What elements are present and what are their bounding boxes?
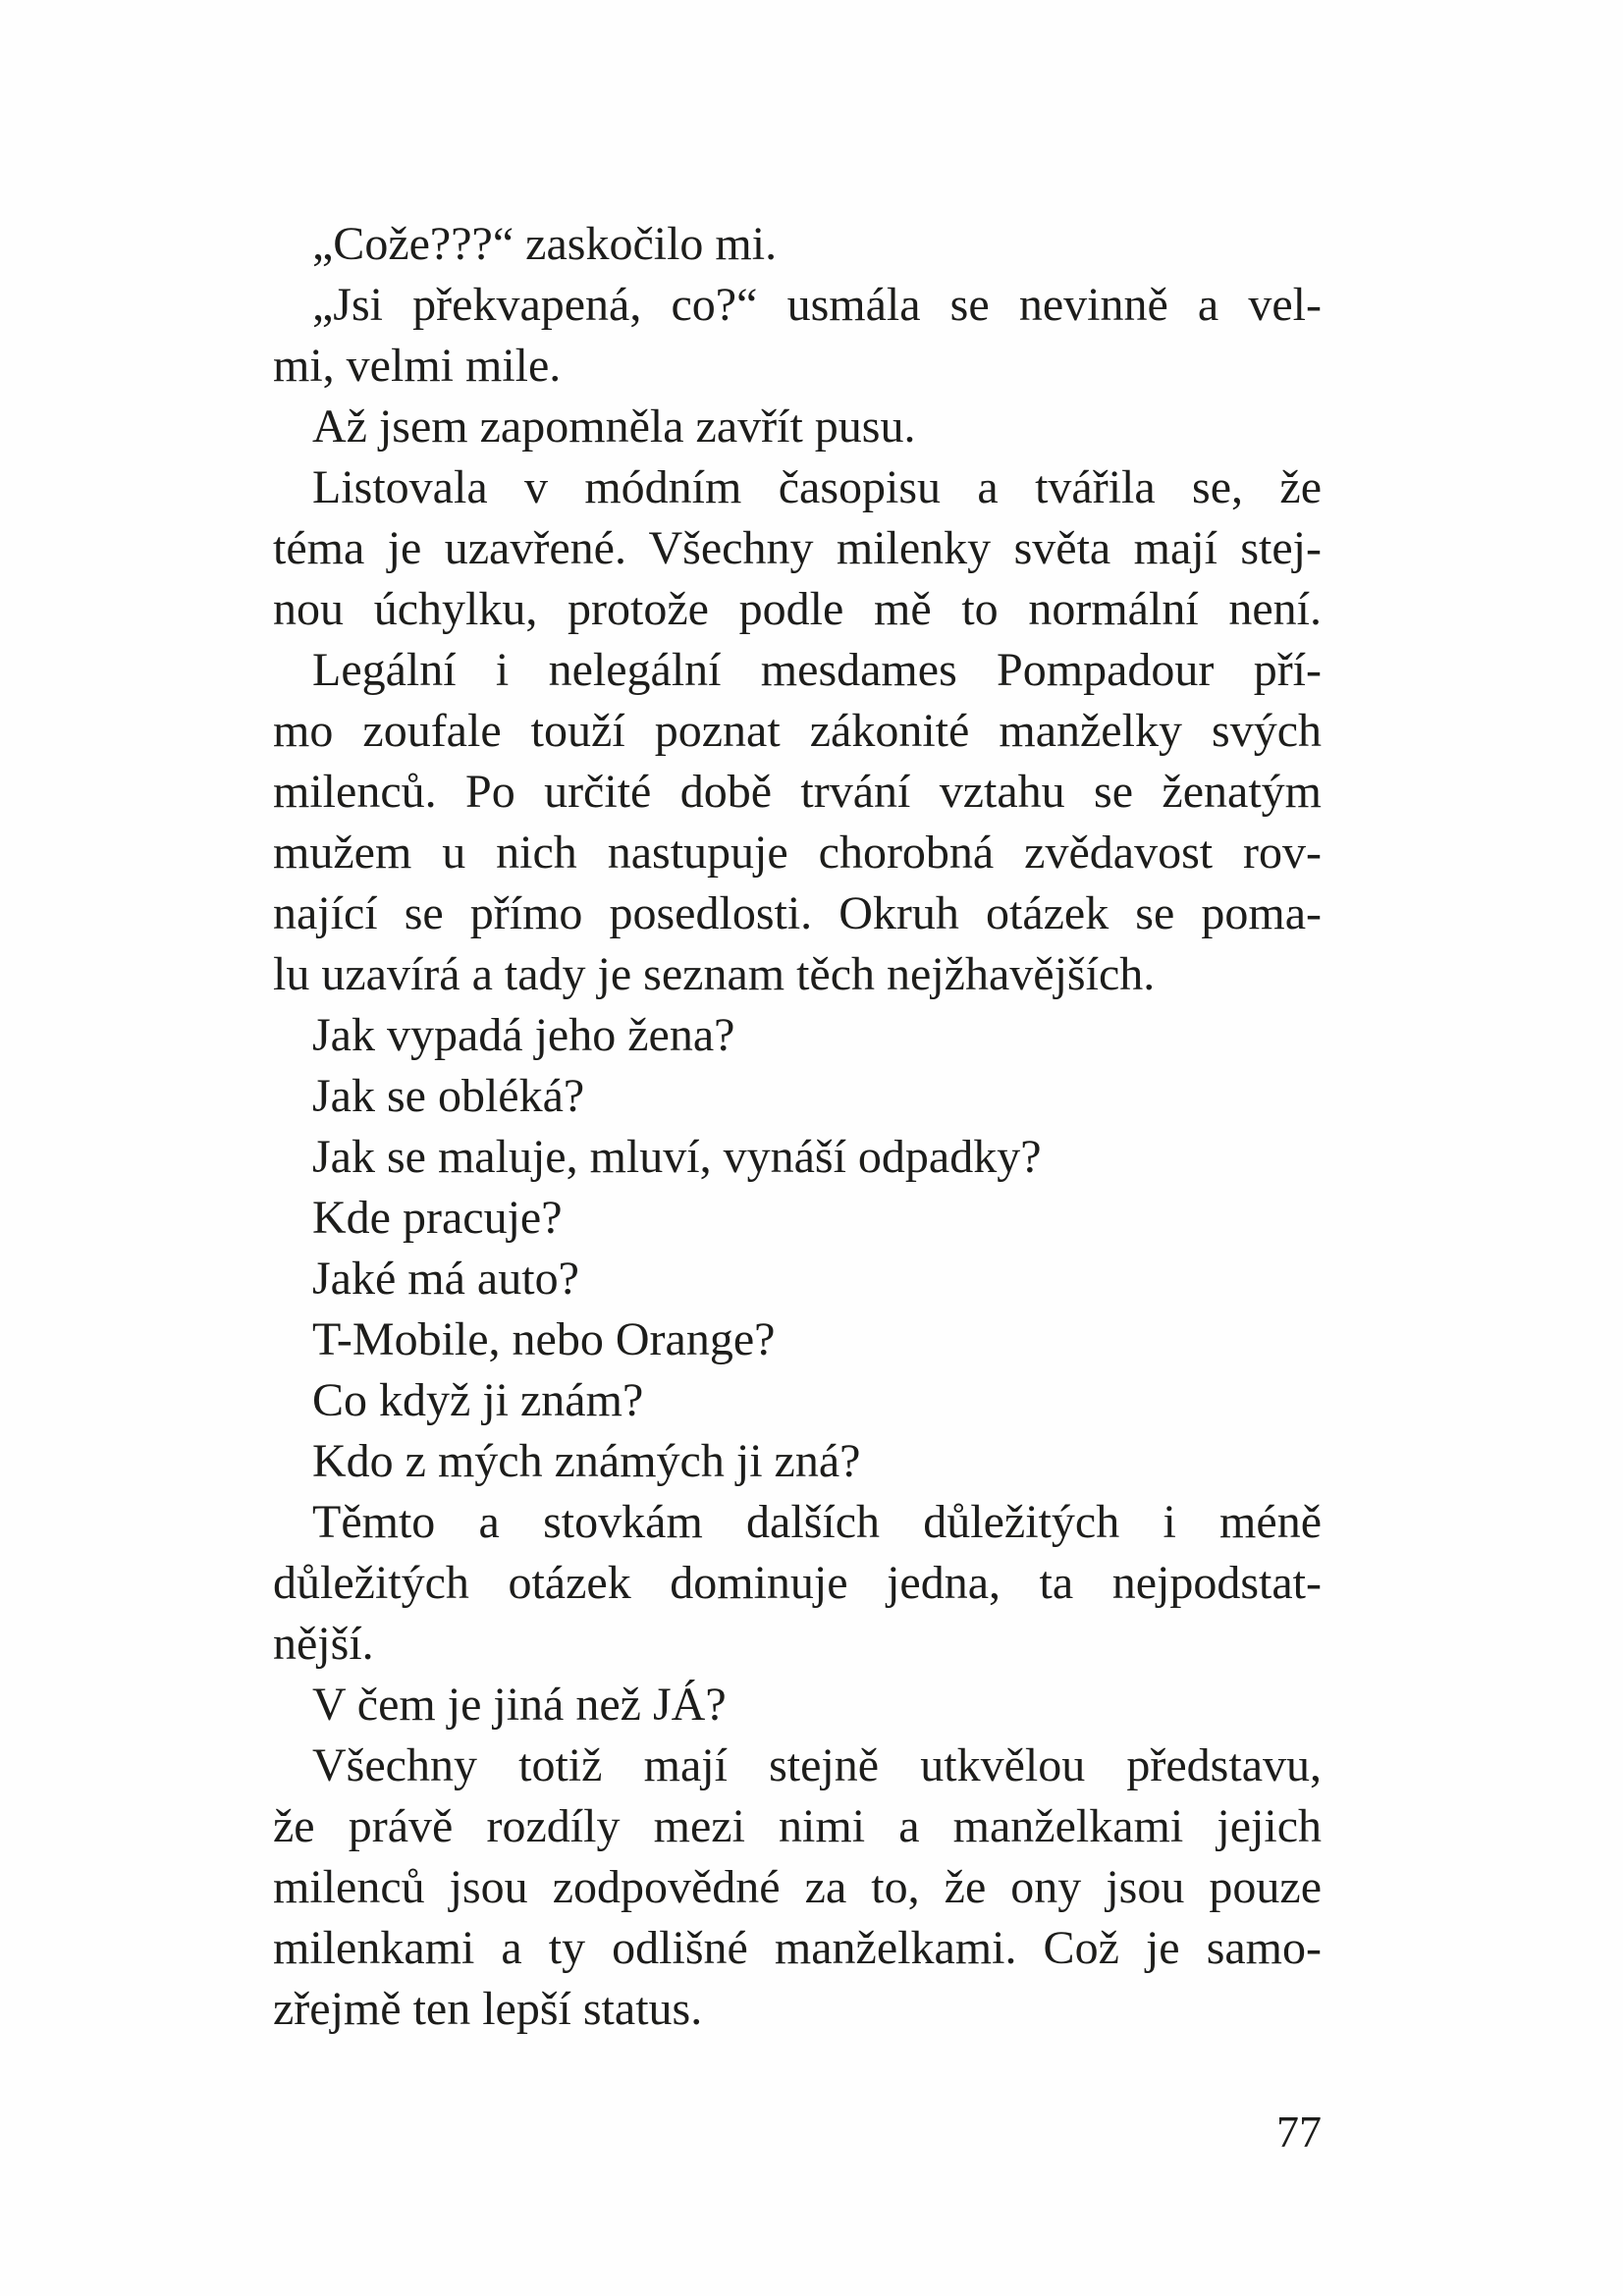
text-line: Kde pracuje? (312, 1192, 563, 1244)
text-line: milenců jsou zodpovědné za to, že ony jsou pouze (273, 1861, 1322, 1913)
text-line: Jak se maluje, mluví, vynáší odpadky? (312, 1131, 1042, 1183)
page-number: 77 (1276, 2107, 1322, 2157)
text-block (273, 214, 1322, 2040)
text-line: Legální i nelegální mesdames Pompadour pří- (312, 644, 1322, 696)
text-line: zřejmě ten lepší status. (273, 1983, 703, 2035)
text-line: Až jsem zapomněla zavřít pusu. (312, 400, 916, 453)
text-line: Listovala v módním časopisu a tvářila se, že (312, 461, 1322, 513)
text-line: „Jsi překvapená, co?“ usmála se nevinně a vel- (312, 279, 1322, 331)
text-line: že právě rozdíly mezi nimi a manželkami jejich (273, 1800, 1322, 1852)
text-line: mužem u nich nastupuje chorobná zvědavost rov- (273, 827, 1322, 879)
text-line: „Cože???“ zaskočilo mi. (312, 218, 778, 270)
text-line: Co když ji znám? (312, 1374, 644, 1426)
text-line: Jaké má auto? (312, 1253, 579, 1305)
text-line: nající se přímo posedlosti. Okruh otázek se poma- (273, 887, 1322, 939)
text-line: V čem je jiná než JÁ? (312, 1679, 727, 1731)
text-line: T-Mobile, nebo Orange? (312, 1313, 776, 1365)
text-line: téma je uzavřené. Všechny milenky světa mají stej- (273, 522, 1322, 574)
text-line: milenkami a ty odlišné manželkami. Což je samo- (273, 1922, 1322, 1974)
text-line: Těmto a stovkám dalších důležitých i méně (312, 1496, 1322, 1548)
text-line: Jak se obléká? (312, 1070, 585, 1122)
text-line: Jak vypadá jeho žena? (312, 1009, 735, 1061)
text-line: mo zoufale touží poznat zákonité manželky svých (273, 705, 1322, 757)
text-line: důležitých otázek dominuje jedna, ta nejpodstat- (273, 1557, 1322, 1609)
text-line: Všechny totiž mají stejně utkvělou představu, (312, 1739, 1322, 1791)
text-line: milenců. Po určité době trvání vztahu se ženatým (273, 766, 1322, 818)
text-line: mi, velmi mile. (273, 340, 562, 392)
text-line: lu uzavírá a tady je seznam těch nejžhavějších. (273, 948, 1156, 1000)
text-line: nou úchylku, protože podle mě to normální není. (273, 583, 1322, 635)
text-line: Kdo z mých známých ji zná? (312, 1435, 861, 1487)
text-line: nější. (273, 1618, 374, 1670)
